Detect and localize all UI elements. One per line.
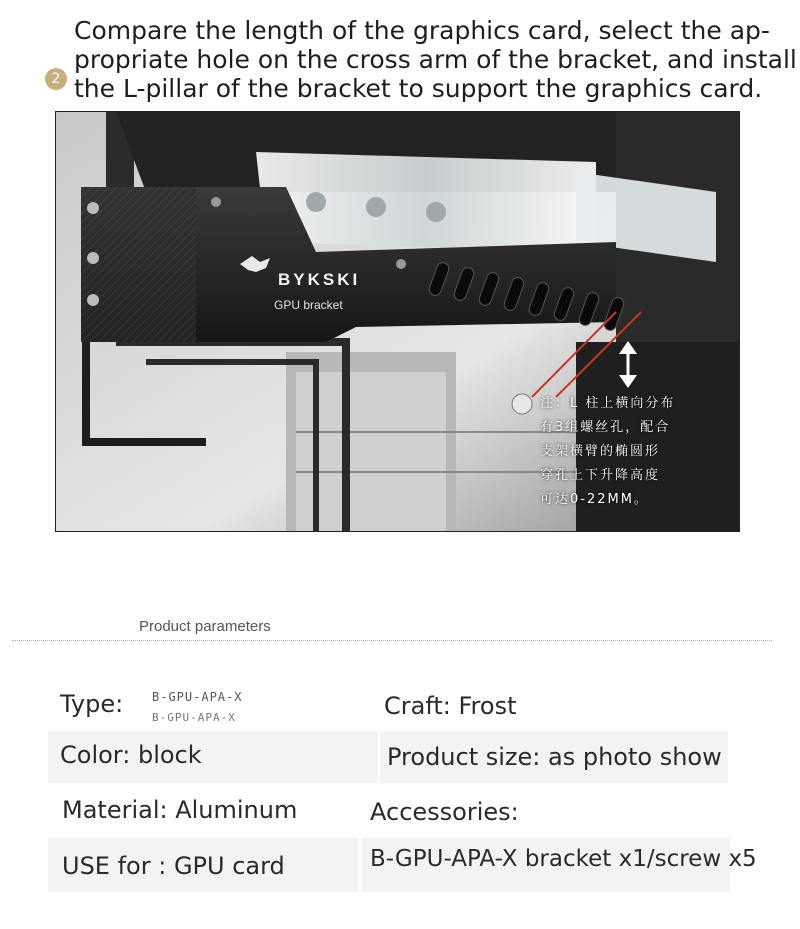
use-for-value: USE for : GPU card: [62, 852, 285, 880]
installation-note: [540, 392, 715, 512]
bracket-label: GPU bracket: [274, 298, 343, 312]
craft-value: Craft: Frost: [384, 692, 517, 720]
instruction-text: [74, 16, 797, 103]
type-code: B-GPU-APA-X: [152, 711, 236, 724]
type-code: B-GPU-APA-X: [152, 690, 243, 704]
params-header: Product parameters: [139, 618, 271, 635]
color-value: Color: block: [60, 741, 202, 769]
note-line: 支架横臂的椭圆形: [540, 444, 661, 459]
note-line: 可达0-22MM。: [540, 492, 649, 507]
instruction-line: propriate hole on the cross arm of the bracket, and install: [74, 45, 797, 74]
params-divider: [12, 640, 772, 641]
instruction-line: Compare the length of the graphics card, select the ap-: [74, 16, 770, 45]
note-line: 穿孔上下升降高度: [540, 468, 661, 483]
brand-logo: BYKSKI: [278, 270, 361, 289]
material-value: Material: Aluminum: [62, 796, 298, 824]
accessories-label: Accessories:: [370, 798, 519, 826]
type-label: Type:: [60, 690, 124, 718]
note-line: 有3组螺丝孔，配合: [540, 420, 671, 435]
step-number-badge: 2: [45, 68, 67, 90]
accessories-value: B-GPU-APA-X bracket x1/screw x5: [370, 846, 757, 872]
note-line: 注：L 柱上横向分布: [540, 396, 676, 411]
product-size-value: Product size: as photo show: [387, 743, 722, 771]
instruction-line: the L-pillar of the bracket to support the graphics card.: [74, 74, 763, 103]
